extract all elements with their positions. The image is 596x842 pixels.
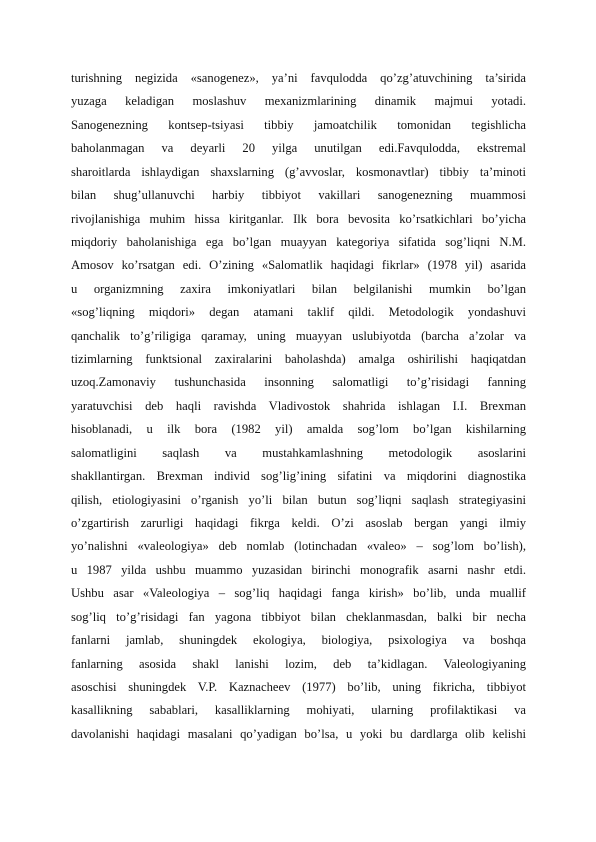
- text-line: davolanishi haqidagi masalani qo’yadigan bo’lsa, u yoki bu dardlarga olib kelishi: [71, 726, 526, 741]
- text-line: turishning negizida «sanogenez», ya’ni favqulodda qo’zg’atuvchining ta’sirida: [71, 71, 526, 85]
- text-line: Sanogenezning kontsep-tsiyasi tibbiy jamoatchilik tomonidan tegishlicha: [71, 117, 526, 132]
- text-line: qanchalik to’g’riligiga qaramay, uning muayyan uslubiyotda (barcha a’zolar va: [71, 328, 526, 343]
- body-paragraph: [71, 67, 526, 746]
- text-line: kasallikning sabablari, kasalliklarning mohiyati, ularning profilaktikasi va: [71, 703, 526, 718]
- text-line: asoschisi shuningdek V.P. Kaznacheev (1977) bo’lib, uning fikricha, tibbiyot: [71, 679, 526, 694]
- text-line: fanlarni jamlab, shuningdek ekologiya, biologiya, psixologiya va boshqa: [71, 633, 526, 648]
- text-line: miqdoriy baholanishiga ega bo’lgan muayyan kategoriya sifatida sog’liqni N.M.: [71, 234, 526, 249]
- text-line: yaratuvchisi deb haqli ravishda Vladivostok shahrida ishlagan I.I. Brexman: [71, 398, 526, 413]
- text-line: uzoq.Zamonaviy tushunchasida insonning salomatligi to’g’risidagi fanning: [71, 375, 526, 390]
- text-line: fanlarning asosida shakl lanishi lozim, deb ta’kidlagan. Valeologiyaning: [71, 656, 526, 671]
- text-line: u organizmning zaxira imkoniyatlari bilan belgilanishi mumkin bo’lgan: [71, 281, 526, 296]
- text-line: tizimlarning funktsional zaxiralarini baholashda) amalga oshirilishi haqiqatdan: [71, 352, 526, 367]
- text-line: sharoitlarda ishlaydigan shaxslarning (g’avvoslar, kosmonavtlar) tibbiy ta’minoti: [71, 164, 526, 179]
- text-line: sog’liq to’g’risidagi fan yagona tibbiyot bilan cheklanmasdan, balki bir necha: [71, 609, 526, 624]
- text-line: rivojlanishiga muhim hissa kiritganlar. Ilk bora bevosita ko’rsatkichlari bo’yicha: [71, 211, 526, 226]
- text-line: u 1987 yilda ushbu muammo yuzasidan birinchi monografik asarni nashr etdi.: [71, 562, 526, 577]
- text-line: baholanmagan va deyarli 20 yilga unutilgan edi.Favqulodda, ekstremal: [71, 141, 526, 156]
- text-line: salomatligini saqlash va mustahkamlashning metodologik asoslarini: [71, 445, 526, 460]
- text-line: qilish, etiologiyasini o’rganish yo’li bilan butun sog’liqni saqlash strategiyasini: [71, 492, 526, 507]
- text-line: yuzaga keladigan moslashuv mexanizmlarining dinamik majmui yotadi.: [71, 94, 526, 109]
- text-line: shakllantirgan. Brexman individ sog’lig’ining sifatini va miqdorini diagnostika: [71, 469, 526, 484]
- text-line: Ushbu asar «Valeologiya – sog’liq haqidagi fanga kirish» bo’lib, unda muallif: [71, 586, 526, 601]
- text-line: o’zgartirish zarurligi haqidagi fikrga keldi. O’zi asoslab bergan yangi ilmiy: [71, 516, 526, 531]
- text-line: Amosov ko’rsatgan edi. O’zining «Salomatlik haqidagi fikrlar» (1978 yil) asarida: [71, 258, 526, 273]
- text-line: yo’nalishni «valeologiya» deb nomlab (lotinchadan «valeo» – sog’lom bo’lish),: [71, 539, 526, 554]
- text-line: hisoblanadi, u ilk bora (1982 yil) amalda sog’lom bo’lgan kishilarning: [71, 422, 526, 437]
- text-line: bilan shug’ullanuvchi harbiy tibbiyot vakillari sanogenezning muammosi: [71, 188, 526, 203]
- text-line: «sog’liqning miqdori» degan atamani taklif qildi. Metodologik yondashuvi: [71, 305, 526, 320]
